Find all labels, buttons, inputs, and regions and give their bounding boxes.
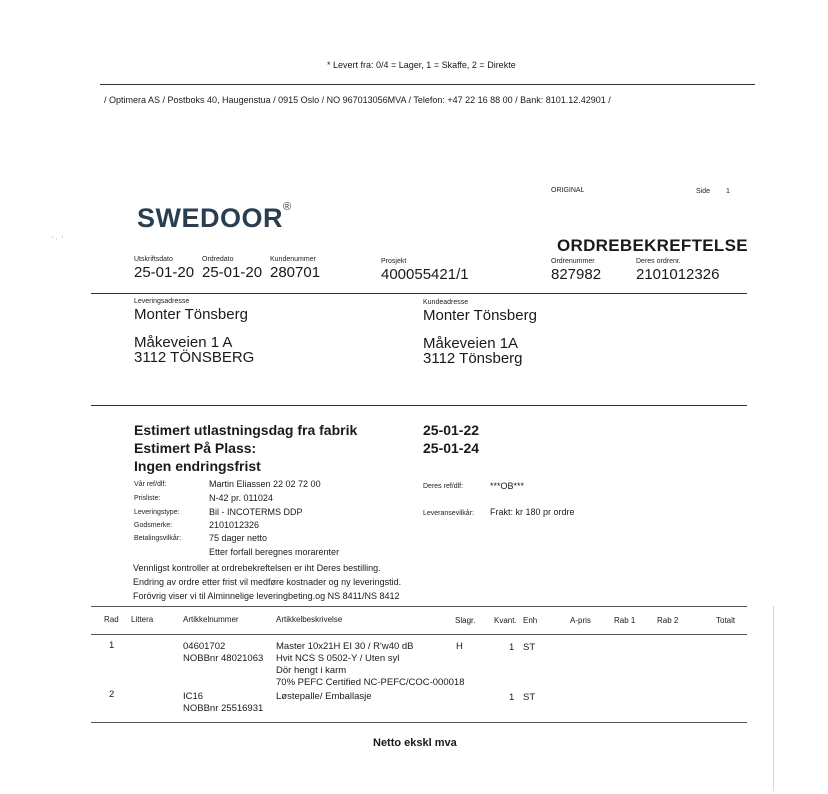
order-number-label: Ordrenummer [551, 258, 595, 265]
price-list-label: Prisliste: [134, 495, 161, 502]
customer-number-label: Kundenummer [270, 256, 316, 263]
delivery-type: Bil - INCOTERMS DDP [209, 507, 303, 517]
divider [91, 405, 747, 406]
customer-name: Monter Tönsberg [423, 307, 537, 324]
notice-line-3: Forövrig viser vi til Alminnelige leveringbeting.og NS 8411/NS 8412 [133, 591, 400, 601]
estimated-arrival-label: Estimert På Plass: [134, 440, 257, 456]
payment-terms-note: Etter forfall beregnes morarenter [209, 547, 340, 557]
unit: ST [523, 692, 536, 703]
article-number: IC16 [183, 691, 204, 702]
project-number: 400055421/1 [381, 266, 469, 283]
net-excl-vat-label: Netto ekskl mva [373, 737, 457, 749]
article-number: 04601702 [183, 641, 226, 652]
your-ref-label: Deres ref/dlf: [423, 483, 464, 490]
slagr-value: H [456, 641, 463, 652]
payment-terms: 75 dager netto [209, 533, 268, 543]
table-bottom-rule [91, 722, 747, 723]
notice-line-1: Vennligst kontroller at ordrebekreftelsen er iht Deres bestilling. [133, 563, 381, 573]
order-date: 25-01-20 [202, 264, 263, 281]
table-edge-line [773, 606, 774, 791]
delivery-street: Måkeveien 1 A [134, 334, 233, 351]
notice-line-2: Endring av ordre etter frist vil medføre kostnader og ny leveringstid. [133, 577, 402, 587]
document-title: ORDREBEKREFTELSE [557, 236, 748, 255]
description-line: Dör hengt i karm [276, 665, 347, 676]
your-order-number: 2101012326 [636, 266, 720, 283]
quantity: 1 [509, 692, 515, 703]
customer-street: Måkeveien 1A [423, 335, 519, 352]
col-littera: Littera [131, 615, 154, 624]
table-header-rule [91, 634, 747, 635]
customer-city: 3112 Tönsberg [423, 350, 523, 367]
estimated-arrival-date: 25-01-24 [423, 440, 480, 456]
estimated-loading-label: Estimert utlastningsdag fra fabrik [134, 422, 358, 438]
our-ref-label: Vår ref/dlf: [134, 481, 167, 488]
no-change-deadline: Ingen endringsfrist [134, 458, 261, 474]
description-line: Løstepalle/ Emballasje [276, 691, 372, 702]
company-info: / Optimera AS / Postboks 40, Haugenstua / 0915 Oslo / NO 967013056MVA / Telefon: +47 22 16 88 00 / Bank: 8101.12.42901 / [104, 95, 611, 105]
customer-address-label: Kundeadresse [423, 299, 469, 306]
original-label: ORIGINAL [551, 187, 585, 194]
row-number: 1 [109, 640, 115, 651]
your-ref: ***OB*** [490, 481, 525, 491]
nobb-number: NOBBnr 25516931 [183, 703, 264, 714]
delivery-conditions: Frakt: kr 180 pr ordre [490, 507, 575, 517]
col-unit: Enh [523, 616, 538, 625]
col-unit-price: A-pris [570, 616, 591, 625]
delivery-address-label: Leveringsadresse [134, 298, 190, 305]
col-description: Artikkelbeskrivelse [276, 615, 343, 624]
order-date-label: Ordredato [202, 256, 234, 263]
description-line: 70% PEFC Certified NC-PEFC/COC-000018 [276, 677, 465, 688]
your-order-number-label: Deres ordrenr. [636, 258, 681, 265]
page-number: 1 [726, 188, 730, 195]
delivery-name: Monter Tönsberg [134, 306, 248, 323]
scan-mark: ‘ · ’ [52, 236, 64, 243]
payment-terms-label: Betalingsvilkår: [134, 535, 182, 542]
quantity: 1 [509, 642, 515, 653]
unit: ST [523, 642, 536, 653]
col-discount-2: Rab 2 [657, 616, 679, 625]
col-slagr: Slagr. [455, 616, 476, 625]
page-label: Side [696, 188, 711, 195]
description-line: Hvit NCS S 0502-Y / Uten syl [276, 653, 400, 664]
col-discount-1: Rab 1 [614, 616, 636, 625]
divider [91, 293, 747, 294]
customer-number: 280701 [270, 264, 321, 281]
description-line: Master 10x21H EI 30 / R'w40 dB [276, 641, 414, 652]
print-date: 25-01-20 [134, 264, 195, 281]
swedoor-logo: SWEDOOR® [137, 201, 292, 233]
delivery-city: 3112 TÖNSBERG [134, 349, 255, 366]
row-number: 2 [109, 689, 115, 700]
our-ref: Martin Eliassen 22 02 72 00 [209, 479, 321, 489]
delivery-legend: * Levert fra: 0/4 = Lager, 1 = Skaffe, 2 = Direkte [327, 60, 516, 70]
print-date-label: Utskriftsdato [134, 256, 173, 263]
goods-mark-label: Godsmerke: [134, 522, 173, 529]
goods-mark: 2101012326 [209, 520, 260, 530]
delivery-type-label: Leveringstype: [134, 509, 180, 516]
col-article-number: Artikkelnummer [183, 615, 239, 624]
delivery-conditions-label: Leveransevilkår: [423, 510, 474, 517]
col-total: Totalt [716, 616, 736, 625]
order-number: 827982 [551, 266, 602, 283]
estimated-loading-date: 25-01-22 [423, 422, 480, 438]
nobb-number: NOBBnr 48021063 [183, 653, 264, 664]
project-label: Prosjekt [381, 258, 407, 265]
table-top-rule [91, 606, 747, 607]
price-list: N-42 pr. 011024 [209, 493, 273, 503]
col-row: Rad [104, 615, 119, 624]
col-quantity: Kvant. [494, 616, 517, 625]
divider [100, 84, 755, 85]
